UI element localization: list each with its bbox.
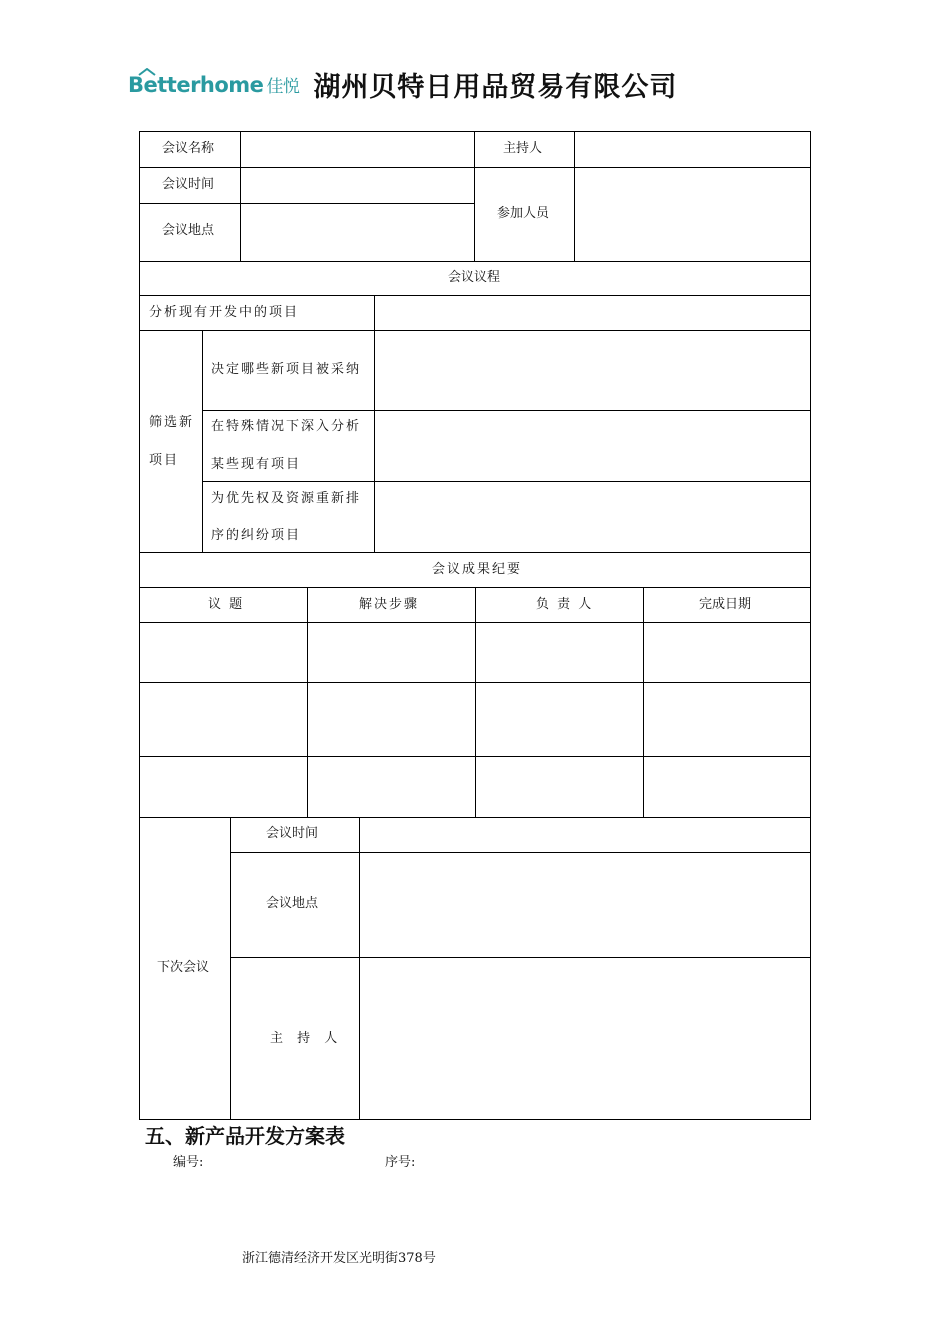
footer-address: 浙江德清经济开发区光明街378号 xyxy=(242,1251,436,1266)
screen-sub-adopt-field[interactable] xyxy=(375,331,810,410)
col-date-header: 完成日期 xyxy=(699,597,752,612)
agenda-title: 会议议程 xyxy=(448,270,501,285)
participants-label: 参加人员 xyxy=(497,206,550,221)
meeting-place-field[interactable] xyxy=(241,204,474,261)
col-steps-header: 解决步骤 xyxy=(359,597,420,612)
next-place-field[interactable] xyxy=(360,853,810,957)
screen-new-label-line1: 筛选新 xyxy=(149,415,195,430)
logo-cn-text: 佳悦 xyxy=(266,76,300,97)
screen-sub-priority-field[interactable] xyxy=(375,482,810,552)
screen-sub-priority-line1: 为优先权及资源重新排 xyxy=(211,491,362,506)
next-host-label: 主 持 人 xyxy=(270,1031,343,1046)
screen-sub-priority-line2: 序的纠纷项目 xyxy=(211,528,302,543)
col-owner-header: 负 责 人 xyxy=(536,597,594,612)
screen-sub-analyze-field[interactable] xyxy=(375,411,810,481)
next-time-label: 会议时间 xyxy=(266,826,319,841)
meeting-name-label: 会议名称 xyxy=(162,141,215,156)
screen-sub-analyze-line1: 在特殊情况下深入分析 xyxy=(211,419,362,434)
results-title: 会议成果纪要 xyxy=(432,562,523,577)
company-name: 湖州贝特日用品贸易有限公司 xyxy=(313,71,678,103)
next-place-label: 会议地点 xyxy=(266,896,319,911)
number-label: 编号: xyxy=(173,1155,204,1170)
meeting-place-label: 会议地点 xyxy=(162,223,215,238)
meeting-time-label: 会议时间 xyxy=(162,177,215,192)
logo-text: Betterhome xyxy=(128,72,264,97)
meeting-time-field[interactable] xyxy=(241,168,474,203)
host-field[interactable] xyxy=(575,132,810,167)
col-topic-header: 议 题 xyxy=(208,597,245,612)
meeting-name-field[interactable] xyxy=(241,132,474,167)
agenda-item-analyze-field[interactable] xyxy=(375,296,810,330)
host-label: 主持人 xyxy=(503,141,543,156)
section-title: 五、新产品开发方案表 xyxy=(145,1124,345,1148)
next-meeting-label: 下次会议 xyxy=(157,960,210,975)
next-time-field[interactable] xyxy=(360,818,810,852)
next-host-field[interactable] xyxy=(360,958,810,1119)
participants-field[interactable] xyxy=(575,168,810,261)
screen-new-label-line2: 项目 xyxy=(149,453,180,468)
result-row-2[interactable] xyxy=(140,683,810,756)
serial-label: 序号: xyxy=(385,1155,416,1170)
screen-sub-adopt: 决定哪些新项目被采纳 xyxy=(211,362,362,377)
agenda-item-analyze: 分析现有开发中的项目 xyxy=(149,305,300,320)
result-row-3[interactable] xyxy=(140,757,810,817)
screen-sub-analyze-line2: 某些现有项目 xyxy=(211,457,302,472)
result-row-1[interactable] xyxy=(140,623,810,682)
